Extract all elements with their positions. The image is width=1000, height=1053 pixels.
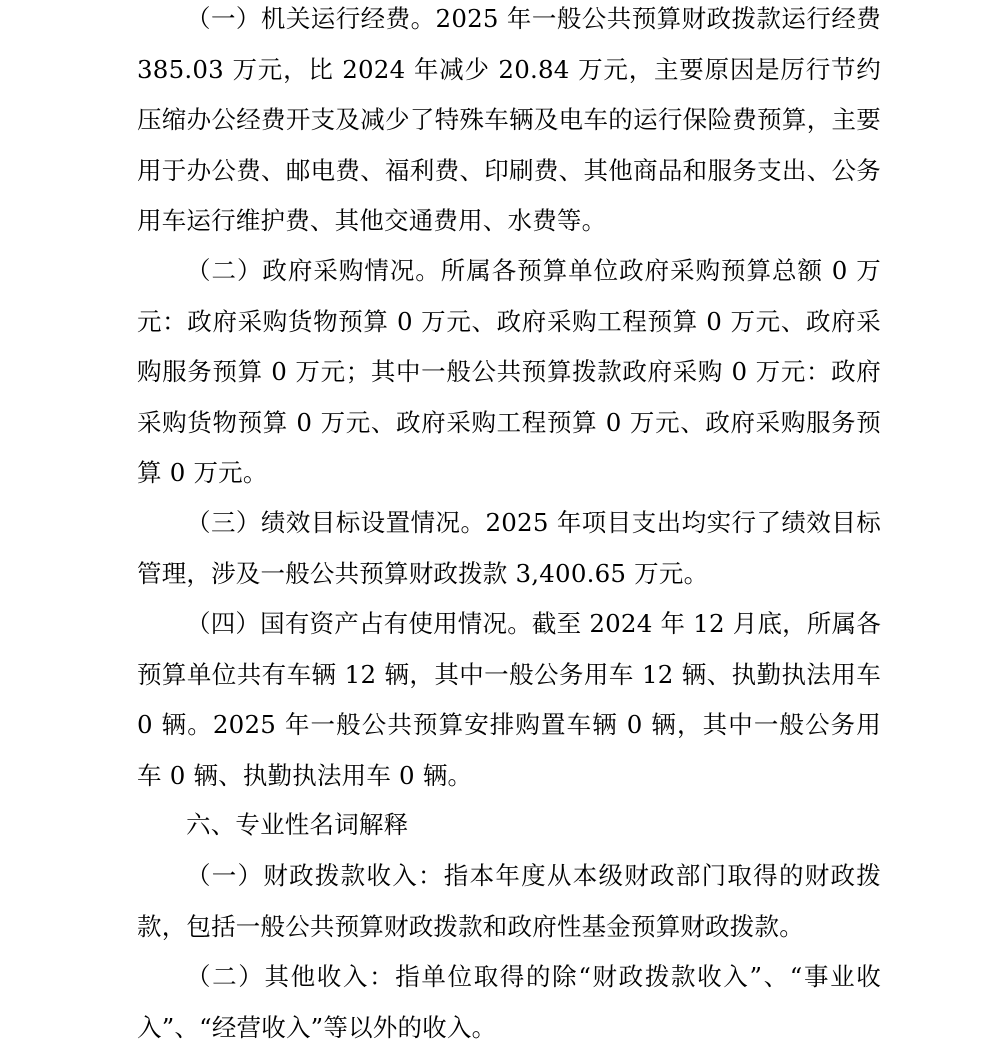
paragraph-government-procurement: （二）政府采购情况。所属各预算单位政府采购预算总额 0 万元：政府采购货物预算 0 万元、政府采购工程预算 0 万元、政府采购服务预算 0 万元；其中一般公共预算拨款政府采购 0 万元：政府采购货物预算 0 万元、政府采购工程预算 0 万元、政府采购服务预算 0 万元。 bbox=[137, 256, 881, 488]
section-heading-terminology: 六、专业性名词解释 bbox=[186, 810, 409, 839]
paragraph-state-assets: （四）国有资产占有使用情况。截至 2024 年 12 月底，所属各预算单位共有车辆 12 辆，其中一般公务用车 12 辆、执勤执法用车 0 辆。2025 年一般公共预算安排购置车辆 0 辆，其中一般公务用车 0 辆、执勤执法用车 0 辆。 bbox=[137, 609, 881, 790]
definition-fiscal-appropriation-income: （一）财政拨款收入：指本年度从本级财政部门取得的财政拨款，包括一般公共预算财政拨款和政府性基金预算财政拨款。 bbox=[137, 861, 881, 941]
paragraph-operating-expenses: （一）机关运行经费。2025 年一般公共预算财政拨款运行经费 385.03 万元，比 2024 年减少 20.84 万元，主要原因是厉行节约压缩办公经费开支及减少了特殊车辆及电车的运行保险费预算，主要用于办公费、邮电费、福利费、印刷费、其他商品和服务支出、公务用车运行维护费、其他交通费用、水费等。 bbox=[137, 4, 881, 236]
definition-other-income: （二）其他收入：指单位取得的除“财政拨款收入”、“事业收入”、“经营收入”等以外的收入。 bbox=[137, 962, 881, 1042]
paragraph-performance-targets: （三）绩效目标设置情况。2025 年项目支出均实行了绩效目标管理，涉及一般公共预算财政拨款 3,400.65 万元。 bbox=[137, 508, 881, 588]
